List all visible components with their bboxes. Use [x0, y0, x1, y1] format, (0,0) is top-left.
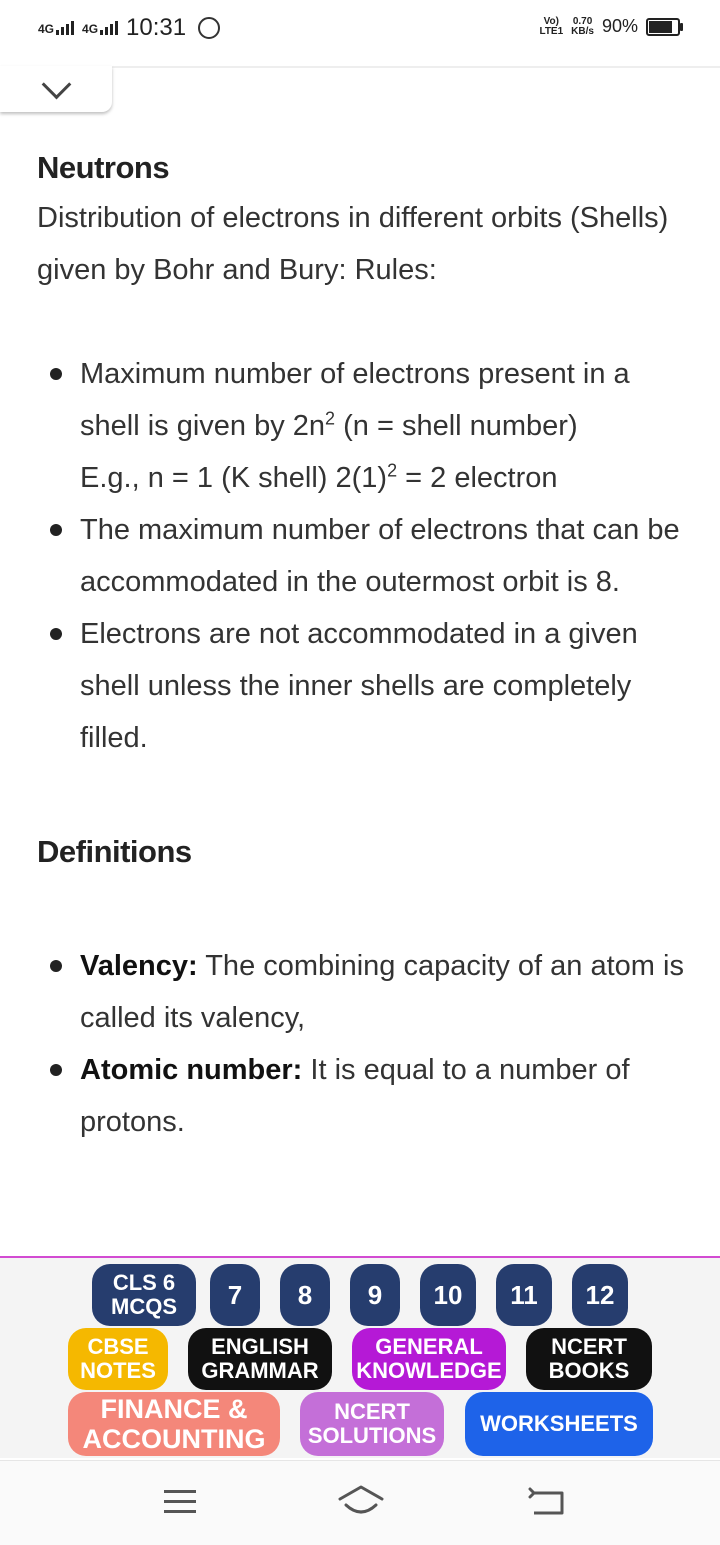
battery-percent: 90% — [601, 16, 638, 36]
nav-class-11-button[interactable] — [496, 1264, 552, 1326]
nav-label: 11 — [510, 1280, 538, 1310]
volte-indicator — [539, 17, 563, 37]
heading-neutrons: Neutrons — [37, 150, 170, 185]
definition-text: It is equal to a number of protons. — [80, 1054, 630, 1138]
speed-value: 0.70 — [572, 15, 593, 27]
heading-definitions: Definitions — [37, 834, 192, 869]
rule-2-text: The maximum number of electrons that can be accommodated in the outermost orbit is 8. — [80, 514, 680, 598]
nav-label: NCERT BOOKS — [548, 1334, 630, 1383]
nav-label: GENERAL KNOWLEDGE — [356, 1334, 502, 1383]
definition-text: The combining capacity of an atom is called its valency, — [80, 950, 684, 1034]
nav-label: 8 — [297, 1280, 313, 1310]
signal-1-icon — [38, 21, 74, 35]
rules-list — [37, 348, 687, 764]
bullet-icon — [50, 628, 62, 640]
bullet-icon — [50, 524, 62, 536]
nav-ncert-books-button[interactable] — [526, 1328, 652, 1390]
collapse-button[interactable] — [0, 66, 112, 112]
nav-label: WORKSHEETS — [480, 1411, 638, 1436]
rule-1-tail: (n = shell number) — [335, 410, 578, 442]
system-nav-bar — [0, 1460, 720, 1545]
network-1-label: 4G — [38, 22, 55, 36]
list-item — [0, 608, 687, 764]
back-icon[interactable] — [528, 1487, 568, 1519]
clock: 10:31 — [126, 14, 187, 41]
signal-2-icon — [82, 21, 118, 35]
nav-label: 12 — [585, 1280, 615, 1310]
article-content — [37, 150, 687, 1148]
rule-1-example-tail: = 2 electron — [397, 462, 558, 494]
rule-1-text: Maximum number of electrons present in a shell is given by 2n — [80, 358, 630, 442]
nav-class-7-button[interactable] — [210, 1264, 260, 1326]
nav-label: NCERT SOLUTIONS — [307, 1399, 437, 1448]
nav-class-8-button[interactable] — [280, 1264, 330, 1326]
status-bar — [0, 0, 720, 58]
data-speed — [571, 17, 594, 37]
nav-class-9-button[interactable] — [350, 1264, 400, 1326]
list-item — [0, 348, 687, 504]
nav-label: 10 — [433, 1280, 463, 1310]
speed-unit: KB/s — [571, 25, 594, 37]
bullet-icon — [50, 1064, 62, 1076]
list-item — [0, 1044, 687, 1148]
rule-3-text: Electrons are not accommodated in a given shell unless the inner shells are completely filled. — [80, 618, 638, 754]
nav-cbse-notes-button[interactable] — [68, 1328, 168, 1390]
rule-1-example: E.g., n = 1 (K shell) 2(1) — [80, 462, 388, 494]
bullet-icon — [50, 368, 62, 380]
intro-paragraph: Distribution of electrons in different orbits (Shells) given by Bohr and Bury: Rules: — [37, 202, 669, 286]
rule-1-sup: 2 — [325, 408, 336, 429]
nav-class-10-button[interactable] — [420, 1264, 476, 1326]
network-2-label: 4G — [82, 22, 99, 36]
whatsapp-icon — [198, 17, 220, 39]
volte-line1: Vo) — [543, 15, 559, 27]
menu-icon[interactable] — [162, 1487, 198, 1517]
rule-1-example-sup: 2 — [387, 460, 398, 481]
nav-label: CBSE NOTES — [80, 1334, 156, 1383]
chevron-down-icon — [41, 69, 71, 99]
nav-label: FINANCE & ACCOUNTING — [82, 1394, 266, 1454]
nav-english-grammar-button[interactable] — [188, 1328, 332, 1390]
bullet-icon — [50, 960, 62, 972]
nav-label: 7 — [227, 1280, 243, 1310]
battery-icon — [646, 18, 680, 36]
definition-term: Valency: — [80, 950, 198, 982]
nav-ncert-solutions-button[interactable] — [300, 1392, 444, 1456]
nav-class-12-button[interactable] — [572, 1264, 628, 1326]
home-icon[interactable] — [336, 1483, 386, 1519]
nav-label: ENGLISH GRAMMAR — [201, 1334, 319, 1383]
definition-term: Atomic number: — [80, 1054, 303, 1086]
nav-label: CLS 6 MCQS — [111, 1270, 177, 1319]
list-item — [0, 940, 687, 1044]
quick-nav-panel — [0, 1256, 720, 1458]
volte-line2: LTE1 — [539, 25, 564, 37]
list-item — [0, 504, 687, 608]
definitions-list — [37, 940, 687, 1148]
nav-general-knowledge-button[interactable] — [352, 1328, 506, 1390]
nav-finance-accounting-button[interactable] — [68, 1392, 280, 1456]
nav-cls6-mcqs-button[interactable] — [92, 1264, 196, 1326]
nav-label: 9 — [367, 1280, 383, 1310]
nav-worksheets-button[interactable] — [465, 1392, 653, 1456]
